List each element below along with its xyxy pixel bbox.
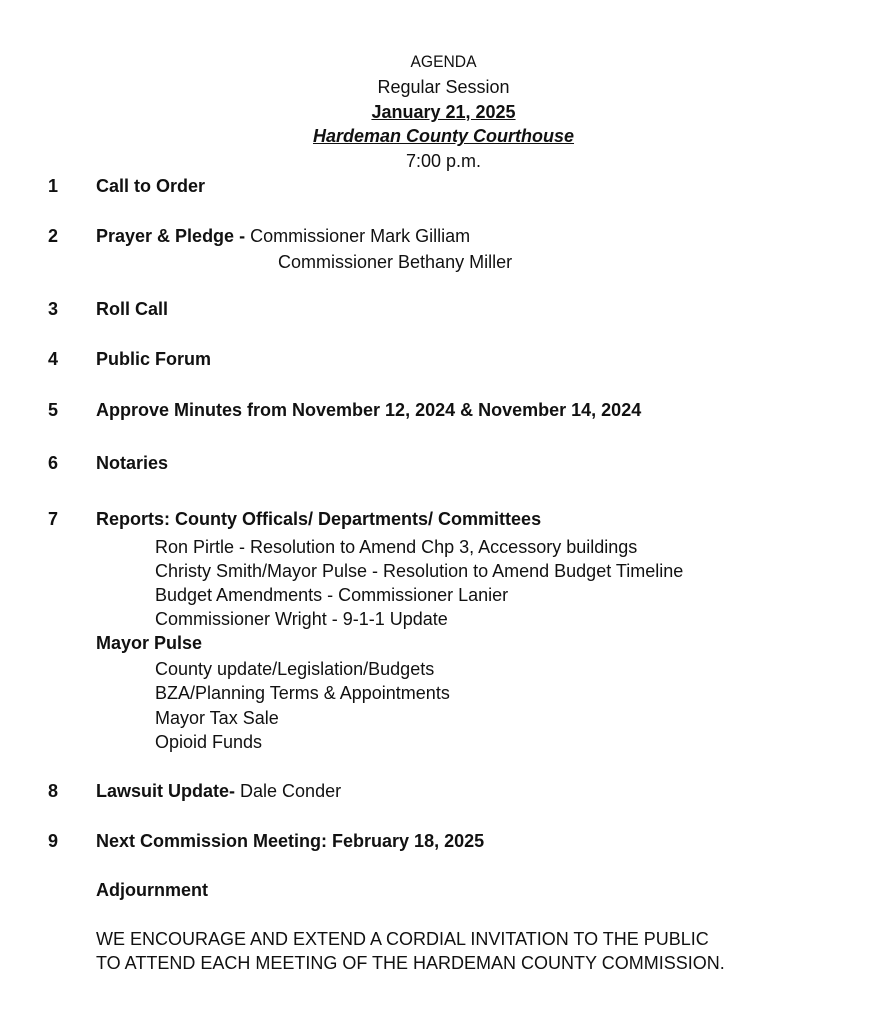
item-number: 8	[48, 781, 59, 801]
sub-item: County update/Legislation/Budgets	[155, 659, 435, 679]
agenda-item-reports: Reports: County Officals/ Departments/ Committees	[96, 509, 542, 529]
adjournment: Adjournment	[96, 880, 208, 900]
meeting-date: January 21, 2025	[371, 102, 516, 122]
sub-item: Mayor Tax Sale	[155, 708, 279, 728]
item-number: 4	[48, 349, 59, 369]
agenda-item-call-to-order: Call to Order	[96, 176, 206, 196]
sub-item: BZA/Planning Terms & Appointments	[155, 683, 450, 703]
agenda-item-approve-minutes: Approve Minutes from November 12, 2024 & November 14, 2024	[96, 400, 642, 420]
closing-line-1: WE ENCOURAGE AND EXTEND A CORDIAL INVITATION TO THE PUBLIC	[96, 929, 709, 949]
item-number: 6	[48, 453, 59, 473]
sub-item: Budget Amendments - Commissioner Lanier	[155, 585, 509, 605]
agenda-item-public-forum: Public Forum	[96, 349, 212, 369]
agenda-item-prayer-pledge	[96, 224, 470, 248]
item-number: 5	[48, 400, 59, 420]
closing-line-2: TO ATTEND EACH MEETING OF THE HARDEMAN COUNTY COMMISSION.	[96, 953, 725, 973]
session-type: Regular Session	[377, 77, 510, 97]
item-number: 1	[48, 176, 59, 196]
item-number: 9	[48, 831, 59, 851]
item-label: Prayer & Pledge -	[96, 226, 246, 246]
item-number: 2	[48, 226, 59, 246]
sub-item: Commissioner Wright - 9-1-1 Update	[155, 609, 448, 629]
sub-item: Opioid Funds	[155, 732, 263, 752]
item-number: 7	[48, 509, 59, 529]
agenda-title: AGENDA	[410, 52, 477, 71]
agenda-item-next-meeting: Next Commission Meeting: February 18, 2025	[96, 831, 485, 851]
sub-item: Ron Pirtle - Resolution to Amend Chp 3, Accessory buildings	[155, 537, 638, 557]
meeting-time: 7:00 p.m.	[405, 151, 482, 171]
item-label: Lawsuit Update-	[96, 781, 236, 801]
agenda-item-lawsuit-update	[96, 779, 341, 803]
closing-statement	[96, 927, 856, 975]
item-number: 3	[48, 299, 59, 319]
item-detail-2: Commissioner Bethany Miller	[278, 252, 513, 272]
agenda-item-notaries: Notaries	[96, 453, 169, 473]
item-detail: Commissioner Mark Gilliam	[250, 226, 471, 246]
meeting-location: Hardeman County Courthouse	[312, 126, 575, 146]
agenda-item-roll-call: Roll Call	[96, 299, 169, 319]
subheading-mayor-pulse: Mayor Pulse	[96, 633, 203, 653]
item-detail: Dale Conder	[240, 781, 342, 801]
sub-item: Christy Smith/Mayor Pulse - Resolution to Amend Budget Timeline	[155, 561, 684, 581]
